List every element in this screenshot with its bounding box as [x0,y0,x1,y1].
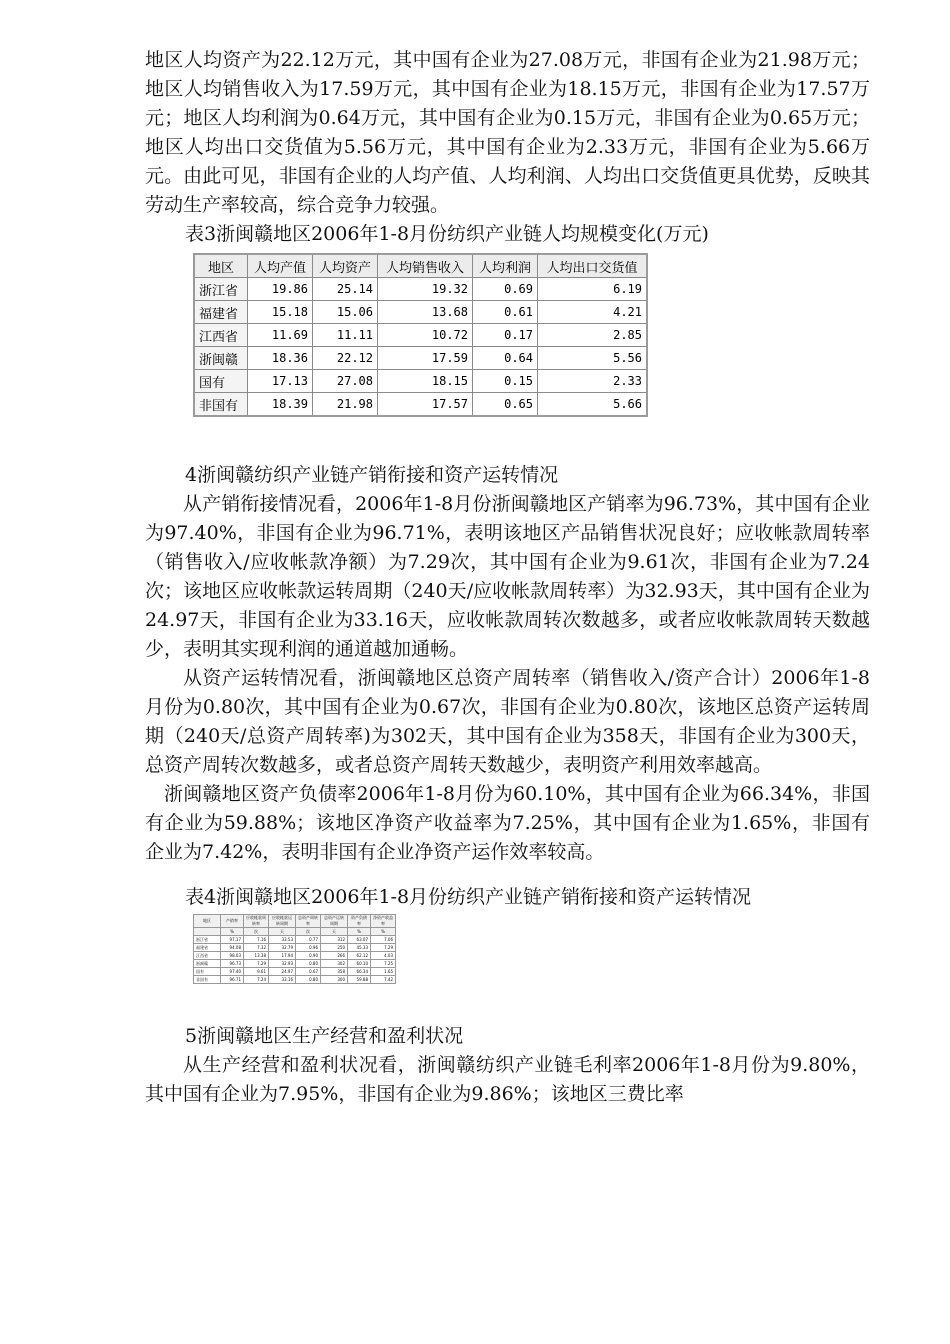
table-cell: 福建省 [194,944,221,952]
table-cell: 0.61 [473,301,538,324]
table-cell: 0.96 [296,944,321,952]
table-cell: 62.12 [348,952,371,960]
table3 [193,253,870,417]
table-cell: 63.07 [348,936,371,944]
table-cell: 0.67 [296,968,321,976]
table-cell: 7.29 [244,960,269,968]
table-cell: 27.08 [313,370,378,393]
table-cell: 0.80 [296,960,321,968]
table4-unit: 次 [244,928,269,936]
table-cell: 17.94 [269,952,296,960]
table3-header: 人均利润 [473,254,538,278]
section4-paragraph-2: 从资产运转情况看，浙闽赣地区总资产周转率（销售收入/资产合计）2006年1-8月份为0.80次，其中国有企业为0.67次，非国有企业为0.80次，该地区总资产运转周期（240天/总资产周转率)为302天，其中国有企业为358天，非国有企业为300天，总资产周转次数越多，或者总资产周转天数越少，表明资产利用效率越高。 [145,667,870,776]
table-cell: 浙江省 [194,936,221,944]
table3-header: 人均产值 [248,254,313,278]
table-cell: 7.25 [371,960,396,968]
table-cell: 59.88 [348,976,371,984]
table-cell: 7.32 [244,944,269,952]
table3-header: 人均销售收入 [378,254,473,278]
spacer [145,417,870,461]
table-row [194,976,396,984]
section4-heading: 4浙闽赣纺织产业链产销衔接和资产运转情况 [185,464,559,486]
table-cell: 25.14 [313,278,378,301]
table-cell: 7.16 [244,936,269,944]
table-cell: 5.56 [538,347,648,370]
table-row [194,301,647,324]
table-cell: 浙闽赣 [194,347,248,370]
table3-header: 地区 [194,254,248,278]
table4-grid [193,914,396,984]
table-cell: 11.69 [248,324,313,347]
spacer [145,984,870,1022]
table-row [194,944,396,952]
section4-paragraph-3: 浙闽赣地区资产负债率2006年1-8月份为60.10%，其中国有企业为66.34%，非国有企业为59.88%；该地区净资产收益率为7.25%，其中国有企业为1.65%，非国有企业为7.42%，表明非国有企业净资产运作效率较高。 [145,783,870,863]
table-cell: 18.36 [248,347,313,370]
table-cell: 浙江省 [194,278,248,301]
table3-header-row [194,254,647,278]
table-cell: 13.38 [244,952,269,960]
table-cell: 2.85 [538,324,648,347]
section5-heading: 5浙闽赣地区生产经营和盈利状况 [185,1025,464,1047]
table-cell: 96.73 [221,960,244,968]
table-cell: 18.15 [378,370,473,393]
table-cell: 1.65 [371,968,396,976]
table-cell: 66.34 [348,968,371,976]
table4-unit: % [221,928,244,936]
table-cell: 97.40 [221,968,244,976]
table-cell: 福建省 [194,301,248,324]
table4-header: 总资产周转率 [296,915,321,928]
table3-caption: 表3浙闽赣地区2006年1-8月份纺织产业链人均规模变化(万元) [185,223,709,245]
table-cell: 250 [321,944,348,952]
table-cell: 96.71 [221,976,244,984]
table-cell: 江西省 [194,324,248,347]
section4-paragraph-1: 从产销衔接情况看，2006年1-8月份浙闽赣地区产销率为96.73%，其中国有企业为97.40%，非国有企业为96.71%，表明该地区产品销售状况良好；应收帐款周转率（销售收入/应收帐款净额）为7.29次，其中国有企业为9.61次，非国有企业为7.24次；该地区应收帐款运转周期（240天/应收帐款周转率）为32.93天，其中国有企业为24.97天，非国有企业为33.16天，应收帐款周转次数越多，或者应收帐款周转天数越少，表明其实现利润的通道越加通畅。 [145,493,870,660]
table-cell: 15.06 [313,301,378,324]
table-cell: 98.03 [221,952,244,960]
table4-unit: 天 [269,928,296,936]
table4 [193,914,870,984]
table-cell: 7.24 [244,976,269,984]
table-cell: 7.29 [371,944,396,952]
table-cell: 60.10 [348,960,371,968]
table-row [194,960,396,968]
table-cell: 21.98 [313,393,378,417]
table-cell: 266 [321,952,348,960]
table-cell: 0.69 [473,278,538,301]
table4-caption: 表4浙闽赣地区2006年1-8月份纺织产业链产销衔接和资产运转情况 [185,886,752,908]
table4-header: 应收帐款周转率 [244,915,269,928]
table-cell: 非国有 [194,393,248,417]
table-row [194,278,647,301]
table-cell: 97.17 [221,936,244,944]
table-cell: 浙闽赣 [194,960,221,968]
table-cell: 13.68 [378,301,473,324]
table-cell: 94.08 [221,944,244,952]
table-cell: 19.32 [378,278,473,301]
table-cell: 11.11 [313,324,378,347]
table3-header: 人均资产 [313,254,378,278]
table-cell: 15.18 [248,301,313,324]
table-cell: 32.79 [269,944,296,952]
table-cell: 国有 [194,968,221,976]
table-cell: 17.59 [378,347,473,370]
table-cell: 6.19 [538,278,648,301]
table-cell: 2.33 [538,370,648,393]
table-cell: 江西省 [194,952,221,960]
table4-unit: 天 [321,928,348,936]
table3-header: 人均出口交货值 [538,254,648,278]
table4-header: 产销率 [221,915,244,928]
table-cell: 0.17 [473,324,538,347]
document-page [145,46,870,1109]
table-cell: 0.65 [473,393,538,417]
table-cell: 19.86 [248,278,313,301]
table4-header: 资产负债率 [348,915,371,928]
table-cell: 45.33 [348,944,371,952]
table-cell: 国有 [194,370,248,393]
table-cell: 非国有 [194,976,221,984]
table-row [194,370,647,393]
table-cell: 18.39 [248,393,313,417]
table-cell: 7.06 [371,936,396,944]
table-cell: 300 [321,976,348,984]
table4-header: 地区 [194,915,221,928]
table4-header-row [194,915,396,928]
table-row [194,968,396,976]
table-row [194,952,396,960]
table-cell: 10.72 [378,324,473,347]
intro-paragraph: 地区人均资产为22.12万元，其中国有企业为27.08万元，非国有企业为21.98万元；地区人均销售收入为17.59万元，其中国有企业为18.15万元，非国有企业为17.57万元；地区人均利润为0.64万元，其中国有企业为0.15万元，非国有企业为0.65万元；地区人均出口交货值为5.56万元，其中国有企业为2.33万元，非国有企业为5.66万元。由此可见，非国有企业的人均产值、人均利润、人均出口交货值更具优势，反映其劳动生产率较高，综合竞争力较强。 [145,49,870,216]
table4-unit: % [371,928,396,936]
table4-unit [194,928,221,936]
table-cell: 0.64 [473,347,538,370]
table-cell: 302 [321,960,348,968]
table-cell: 0.77 [296,936,321,944]
table4-unit: 次 [296,928,321,936]
table3-grid [193,253,648,417]
table-cell: 0.90 [296,952,321,960]
spacer [145,867,870,883]
table-cell: 24.97 [269,968,296,976]
table4-unit-row [194,928,396,936]
table-row [194,936,396,944]
table4-header: 应收帐款运转周期 [269,915,296,928]
table-cell: 33.53 [269,936,296,944]
table-row [194,324,647,347]
table-cell: 32.93 [269,960,296,968]
table-cell: 7.42 [371,976,396,984]
table-cell: 5.66 [538,393,648,417]
table-cell: 0.15 [473,370,538,393]
table-cell: 4.21 [538,301,648,324]
table-row [194,393,647,417]
table-cell: 4.03 [371,952,396,960]
table4-unit: % [348,928,371,936]
table4-header: 总资产运转周期 [321,915,348,928]
table-cell: 358 [321,968,348,976]
table4-header: 净资产收益率 [371,915,396,928]
table-cell: 312 [321,936,348,944]
table-cell: 9.61 [244,968,269,976]
table-cell: 17.13 [248,370,313,393]
table-cell: 22.12 [313,347,378,370]
table-cell: 0.80 [296,976,321,984]
section5-paragraph-1: 从生产经营和盈利状况看，浙闽赣纺织产业链毛利率2006年1-8月份为9.80%，其中国有企业为7.95%，非国有企业为9.86%；该地区三费比率 [145,1054,870,1105]
table-cell: 33.16 [269,976,296,984]
table-row [194,347,647,370]
table-cell: 17.57 [378,393,473,417]
